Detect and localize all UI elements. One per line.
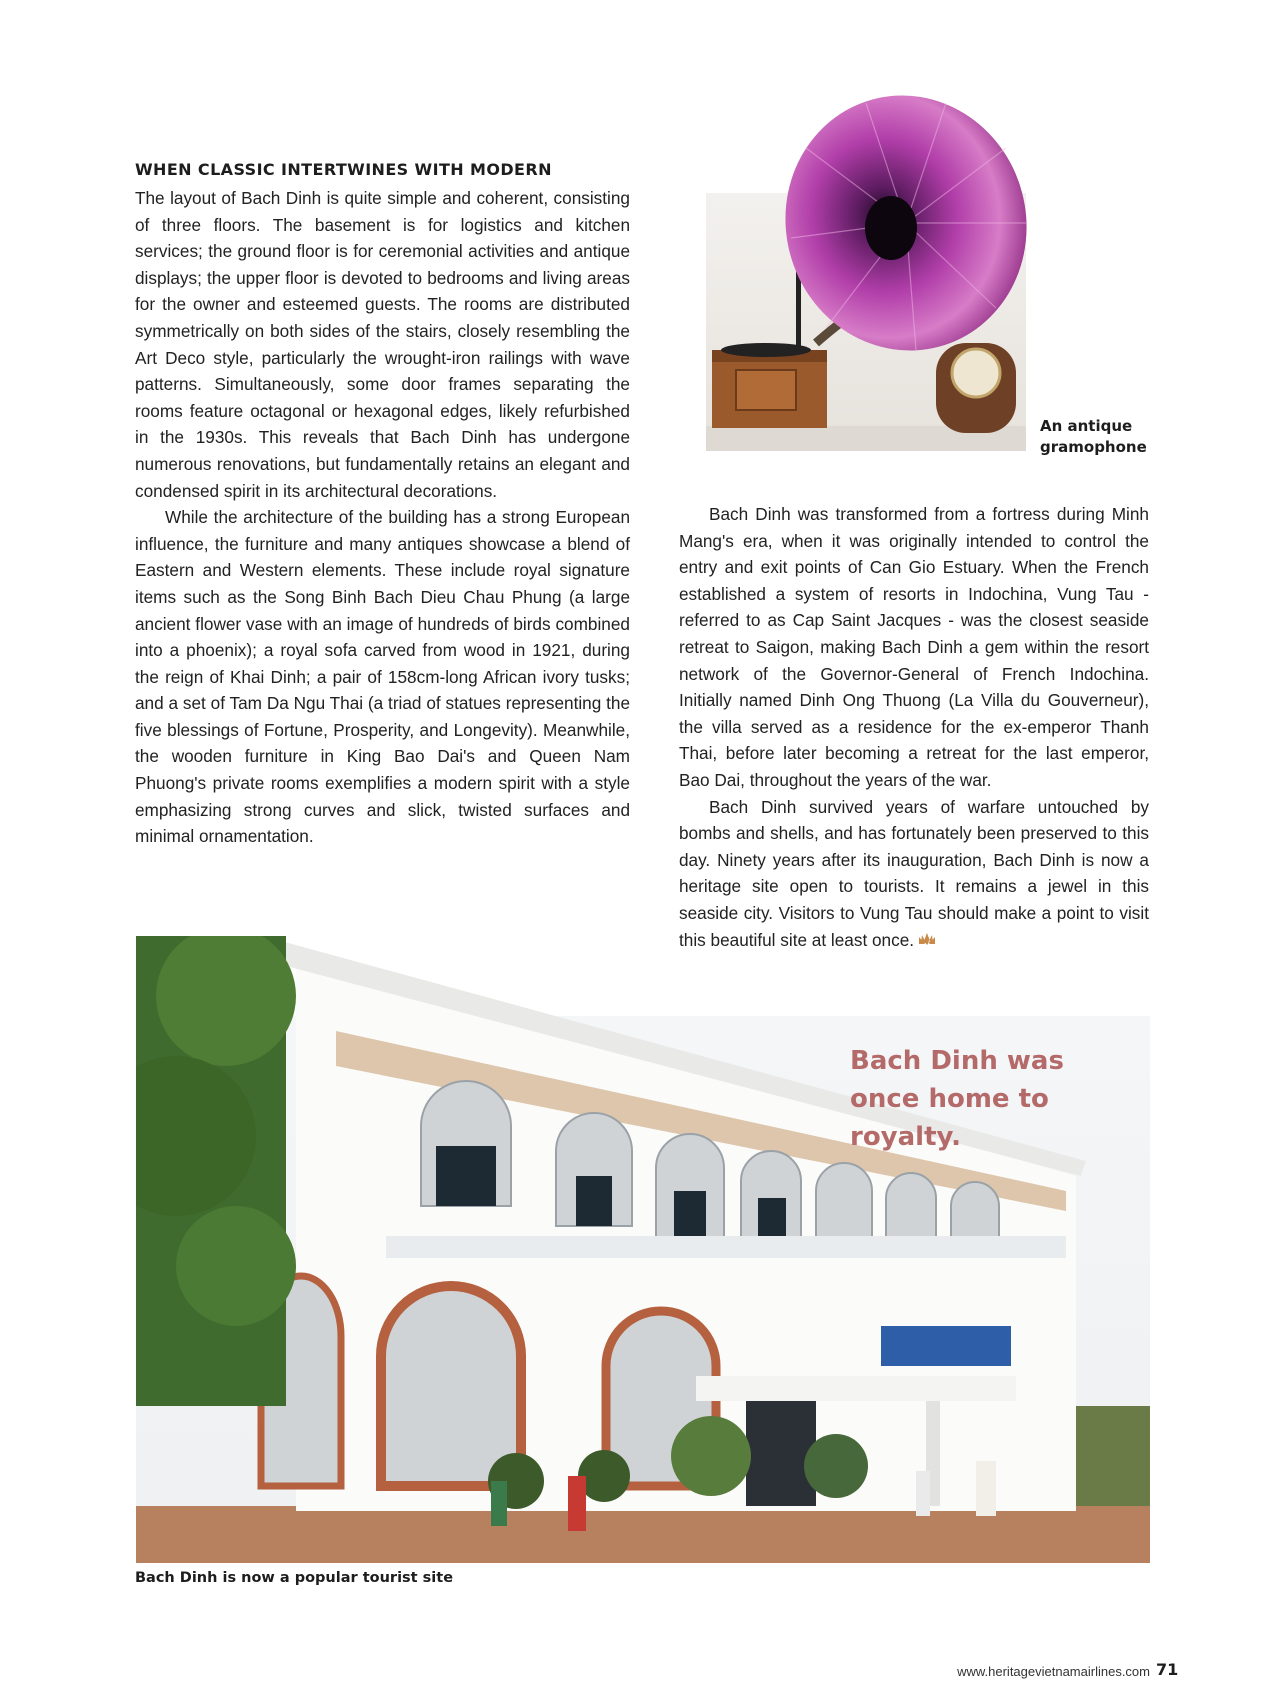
pull-quote: Bach Dinh was once home to royalty. xyxy=(850,1046,1064,1152)
paragraph: While the architecture of the building has a strong European influence, the furniture and many antiques showcase a blend of Eastern and Western elements. These include royal signature items such as the Song Binh Bach Dieu Chau Phung (a large ancient flower vase with an image of hundreds of birds combined into a phoenix); a royal sofa carved from wood in 1921, during the reign of Khai Dinh; a pair of 158cm-long African ivory tusks; and a set of Tam Da Ngu Thai (a triad of statues representing the five blessings of Fortune, Prosperity, and Longevity). Meanwhile, the wooden furniture in King Bao Dai's and Queen Nam Phuong's private rooms exemplifies a modern spirit with a style emphasizing strong curves and slick, twisted surfaces and minimal ornamentation. xyxy=(135,507,630,847)
footer-url[interactable]: www.heritagevietnamairlines.com xyxy=(957,1664,1150,1679)
page-number: 71 xyxy=(1156,1660,1179,1679)
right-column xyxy=(679,501,1149,953)
paragraph: Bach Dinh survived years of warfare untouched by bombs and shells, and has fortunately been preserved to this day. Ninety years after its inauguration, Bach Dinh is now a heritage site open to tourists. It remains a jewel in this seaside city. Visitors to Vung Tau should make a point to visit this beautiful site at least once. xyxy=(679,796,1149,950)
section-heading: WHEN CLASSIC INTERTWINES WITH MODERN xyxy=(135,160,552,179)
gramophone-caption: An antique gramophone xyxy=(1040,417,1147,456)
building-photo xyxy=(136,936,1150,1563)
left-column xyxy=(135,185,630,850)
paragraph: The layout of Bach Dinh is quite simple and coherent, consisting of three floors. The basement is for logistics and kitchen services; the ground floor is for ceremonial activities and antique displays; the upper floor is devoted to bedrooms and living areas for the owner and esteemed guests. The rooms are distributed symmetrically on both sides of the stairs, closely resembling the Art Deco style, particularly the wrought-iron railings with wave patterns. Simultaneously, some door frames separating the rooms feature octagonal or hexagonal edges, likely refurbished in the 1930s. This reveals that Bach Dinh has undergone numerous renovations, but fundamentally retains an elegant and condensed spirit in its architectural decorations. xyxy=(135,188,630,501)
paragraph: Bach Dinh was transformed from a fortress during Minh Mang's era, when it was originally intended to control the entry and exit points of Can Gio Estuary. When the French established a system of resorts in Indochina, Vung Tau - referred to as Cap Saint Jacques - was the closest seaside retreat to Saigon, making Bach Dinh a gem within the resort network of the Governor-General of French Indochina. Initially named Dinh Ong Thuong (La Villa du Gouverneur), the villa served as a residence for the ex-emperor Thanh Thai, before later becoming a retreat for the last emperor, Bao Dai, throughout the years of the war. xyxy=(679,504,1149,790)
building-caption: Bach Dinh is now a popular tourist site xyxy=(135,1570,454,1586)
gramophone-photo xyxy=(706,88,1056,453)
